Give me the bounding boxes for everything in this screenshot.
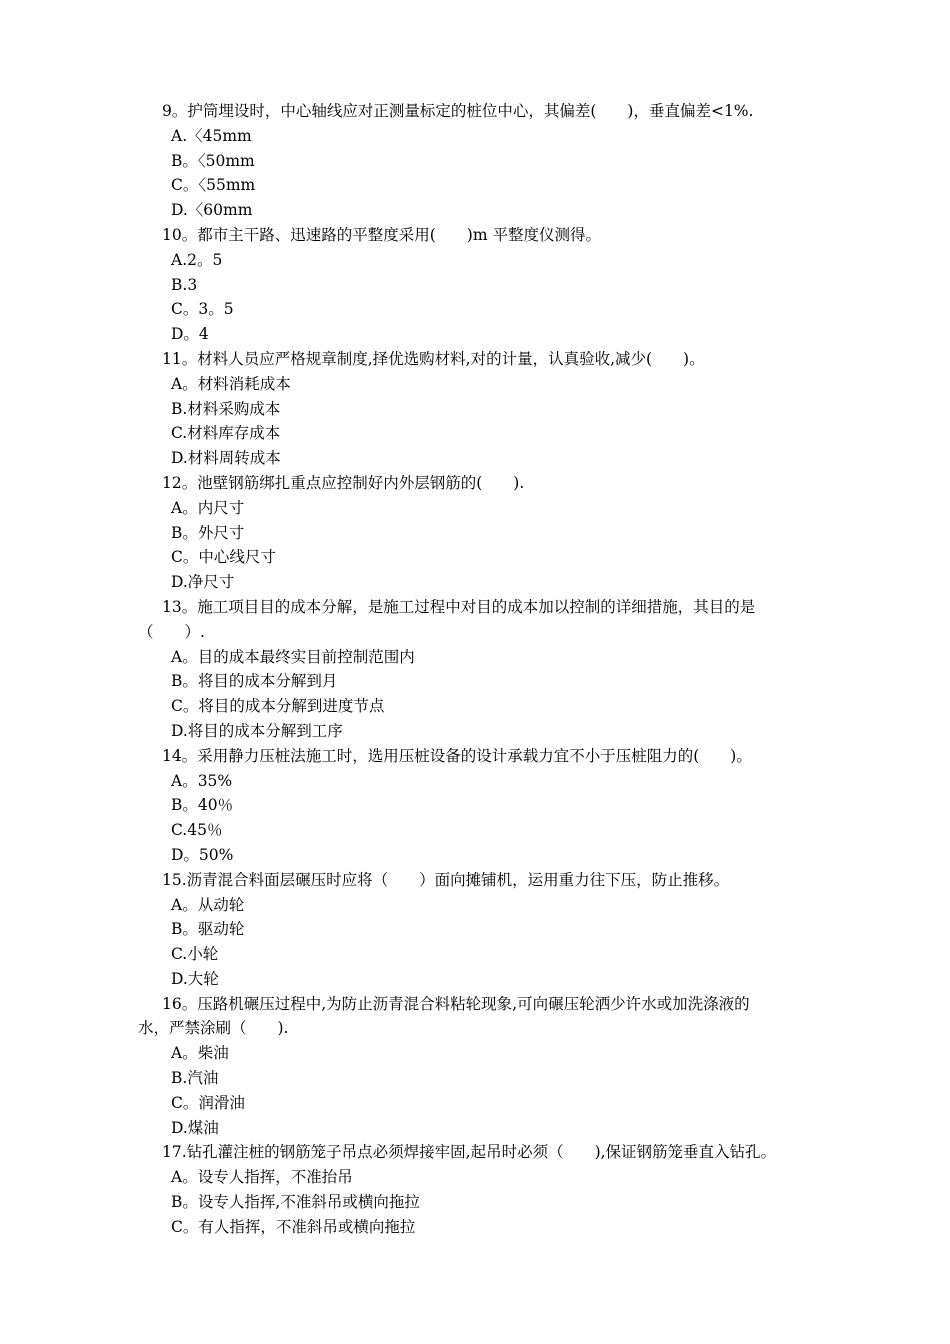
question-15-option-d: D.大轮 (171, 969, 219, 988)
question-13-option-a: A。目的成本最终实目前控制范围内 (171, 647, 415, 666)
question-10-option-a: A.2。5 (171, 250, 223, 269)
question-11-stem: 11。材料人员应严格规章制度,择优选购材料,对的计量，认真验收,减少( )。 (162, 349, 705, 368)
exam-page (138, 99, 818, 1240)
question-9-option-c: C。〈55mm (171, 176, 256, 195)
question-12-stem: 12。池壁钢筋绑扎重点应控制好内外层钢筋的( ). (162, 473, 525, 492)
question-9-option-a: A.〈45mm (171, 126, 252, 145)
question-9-option-d: D.〈60mm (171, 201, 253, 220)
question-13-stem-line2: （ ）. (138, 622, 205, 641)
question-11-option-c: C.材料库存成本 (171, 424, 281, 443)
question-15-option-a: A。从动轮 (171, 895, 245, 914)
question-15-option-b: B。驱动轮 (171, 920, 245, 939)
question-14-option-b: B。40％ (171, 796, 234, 815)
question-13-option-b: B。将目的成本分解到月 (171, 672, 338, 691)
question-11-option-b: B.材料采购成本 (171, 399, 281, 418)
question-16-stem-line1: 16。压路机碾压过程中,为防止沥青混合料粘轮现象,可向碾压轮洒少许水或加洗涤液的 (162, 994, 750, 1013)
question-10-option-d: D。4 (171, 325, 209, 344)
question-11-option-d: D.材料周转成本 (171, 449, 281, 468)
question-11-option-a: A。材料消耗成本 (171, 374, 291, 393)
question-17-option-c: C。有人指挥，不准斜吊或横向拖拉 (171, 1217, 416, 1236)
question-14-option-d: D。50% (171, 845, 234, 864)
question-10-stem: 10。都市主干路、迅速路的平整度采用( )m 平整度仪测得。 (162, 225, 601, 244)
question-12-option-d: D.净尺寸 (171, 573, 235, 592)
question-14-option-c: C.45％ (171, 821, 223, 840)
question-16-stem-line2: 水，严禁涂刷（ ). (138, 1019, 289, 1038)
question-9-option-b: B。〈50mm (171, 151, 255, 170)
question-16-option-b: B.汽油 (171, 1069, 219, 1088)
question-14-option-a: A。35% (171, 771, 233, 790)
question-12-option-b: B。外尺寸 (171, 523, 245, 542)
question-16-option-a: A。柴油 (171, 1044, 229, 1063)
question-16-option-d: D.煤油 (171, 1118, 219, 1137)
question-13-option-c: C。将目的成本分解到进度节点 (171, 697, 385, 716)
question-9-stem: 9。护筒埋设时，中心轴线应对正测量标定的桩位中心，其偏差( )，垂直偏差<1%. (162, 102, 754, 120)
question-10-option-b: B.3 (171, 275, 198, 294)
question-13-option-d: D.将目的成本分解到工序 (171, 721, 343, 740)
question-16-option-c: C。润滑油 (171, 1093, 245, 1112)
question-15-option-c: C.小轮 (171, 945, 219, 964)
question-15-stem: 15.沥青混合料面层碾压时应将（ ）面向摊铺机，运用重力往下压，防止推移。 (162, 870, 730, 889)
question-13-stem-line1: 13。施工项目目的成本分解，是施工过程中对目的成本加以控制的详细措施，其目的是 (162, 597, 756, 616)
question-17-option-a: A。设专人指挥，不准抬吊 (171, 1168, 353, 1187)
question-14-stem: 14。采用静力压桩法施工时，选用压桩设备的设计承载力宜不小于压桩阻力的( )。 (162, 746, 752, 765)
question-10-option-c: C。3。5 (171, 300, 234, 319)
question-17-stem: 17.钻孔灌注桩的钢筋笼子吊点必须焊接牢固,起吊时必须（ ),保证钢筋笼垂直入钻孔。 (162, 1143, 777, 1162)
question-12-option-c: C。中心线尺寸 (171, 548, 276, 567)
question-17-option-b: B。设专人指挥,不准斜吊或横向拖拉 (171, 1193, 420, 1212)
question-12-option-a: A。内尺寸 (171, 498, 245, 517)
